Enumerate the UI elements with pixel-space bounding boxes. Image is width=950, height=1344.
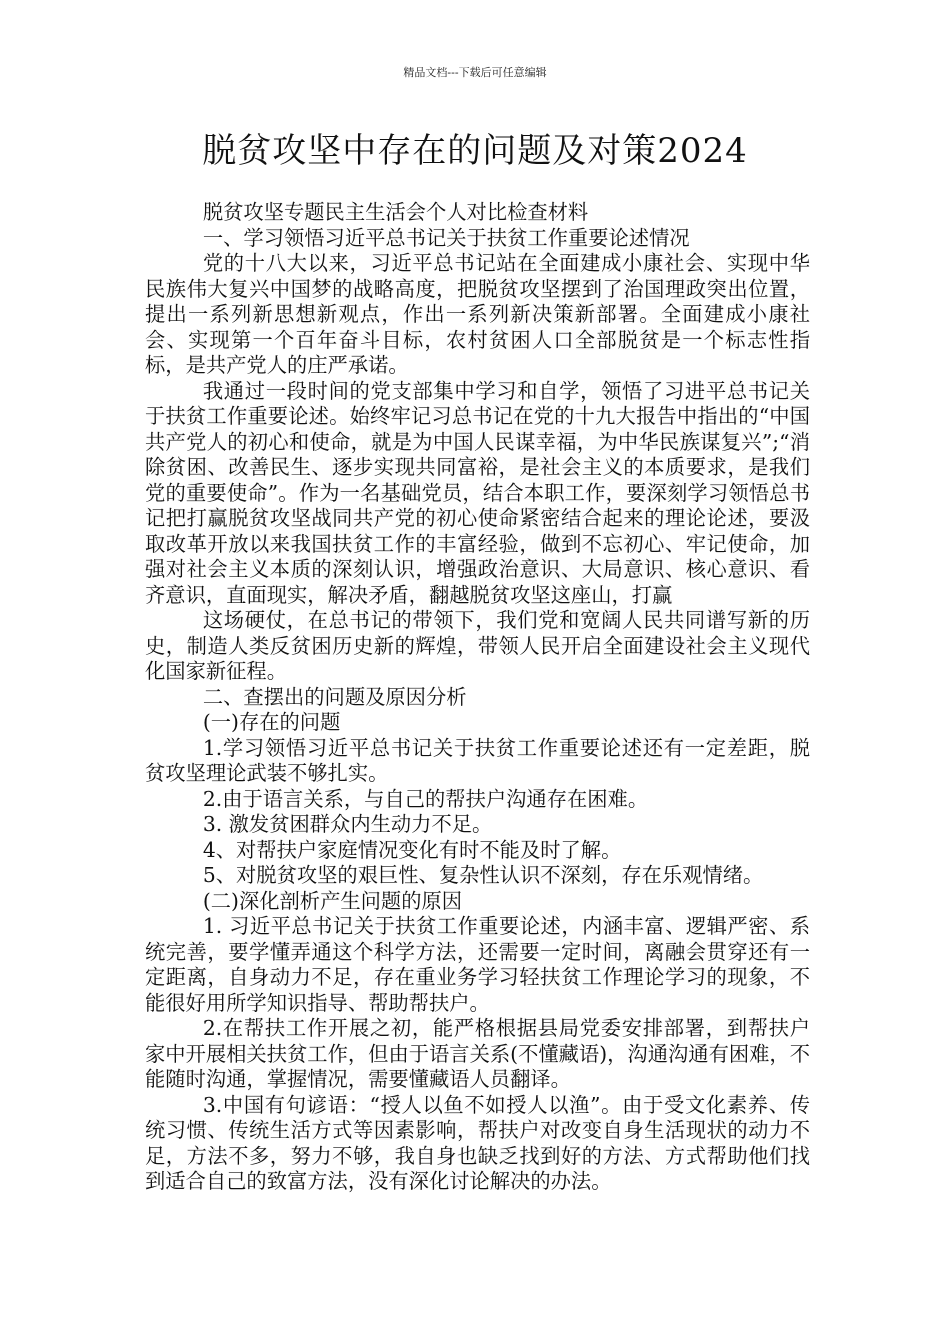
- list-item: 3. 激发贫困群众内生动力不足。: [202, 812, 493, 836]
- document-body: [145, 200, 810, 1195]
- list-item: 1.学习领悟习近平总书记关于扶贫工作重要论述还有一定差距，脱贫攻坚理论武装不够扎实。: [145, 735, 810, 785]
- paragraph: 这场硬仗，在总书记的带领下，我们党和宽阔人民共同谱写新的历史，制造人类反贫困历史新的辉煌，带领人民开启全面建设社会主义现代化国家新征程。: [145, 608, 810, 683]
- section-heading-1: 一、学习领悟习近平总书记关于扶贫工作重要论述情况: [202, 225, 690, 250]
- list-item: 5、对脱贫攻坚的艰巨性、复杂性认识不深刻，存在乐观情绪。: [202, 863, 764, 887]
- subsection-heading-1: (一)存在的问题: [202, 710, 341, 734]
- list-item: 2.由于语言关系，与自己的帮扶户沟通存在困难。: [202, 786, 649, 811]
- paragraph-subtitle: 脱贫攻坚专题民主生活会个人对比检查材料: [202, 200, 589, 224]
- list-item: 3.中国有句谚语：“授人以鱼不如授人以渔”。由于受文化素养、传统习惯、传统生活方式等因素影响，帮扶户对改变自身生活现状的动力不足，方法不多，努力不够，我自身也缺乏找到好的方法、方式帮助他们找到适合自己的致富方法，没有深化讨论解决的办法。: [145, 1092, 810, 1193]
- document-title: 脱贫攻坚中存在的问题及对策2024: [202, 131, 748, 171]
- list-item: 4、对帮扶户家庭情况变化有时不能及时了解。: [202, 837, 622, 862]
- section-heading-2: 二、查摆出的问题及原因分析: [202, 684, 467, 709]
- subsection-heading-2: (二)深化剖析产生问题的原因: [202, 888, 463, 913]
- paragraph: 我通过一段时间的党支部集中学习和自学，领悟了习进平总书记关于扶贫工作重要论述。始终牢记习总书记在党的十九大报告中指出的“中国共产党人的初心和使命，就是为中国人民谋幸福，为中华民族谋复兴”;“消除贫困、改善民生、逐步实现共同富裕，是社会主义的本质要求，是我们党的重要使命”。作为一名基础党员，结合本职工作，要深刻学习领悟总书记把打赢脱贫攻坚战同共产党的初心使命紧密结合起来的理论论述，要汲取改革开放以来我国扶贫工作的丰富经验，做到不忘初心、牢记使命，加强对社会主义本质的深刻认识，增强政治意识、大局意识、核心意识、看齐意识，直面现实，解决矛盾，翻越脱贫攻坚这座山，打赢: [145, 378, 810, 607]
- paragraph: 党的十八大以来，习近平总书记站在全面建成小康社会、实现中华民族伟大复兴中国梦的战略高度，把脱贫攻坚摆到了治国理政突出位置，提出一系列新思想新观点，作出一系列新决策新部署。全面建成小康社会、实现第一个百年奋斗目标，农村贫困人口全部脱贫是一个标志性指标，是共产党人的庄严承诺。: [145, 251, 810, 377]
- list-item: 2.在帮扶工作开展之初，能严格根据县局党委安排部署，到帮扶户家中开展相关扶贫工作，但由于语言关系(不懂藏语)，沟通沟通有困难，不能随时沟通，掌握情况，需要懂藏语人员翻译。: [145, 1016, 810, 1091]
- page-header: 精品文档---下载后可任意编辑: [403, 66, 547, 79]
- list-item: 1. 习近平总书记关于扶贫工作重要论述，内涵丰富、逻辑严密、系统完善，要学懂弄通这个科学方法，还需要一定时间，离融会贯穿还有一定距离，自身动力不足，存在重业务学习轻扶贫工作理论学习的现象，不能很好用所学知识指导、帮助帮扶户。: [145, 914, 810, 1015]
